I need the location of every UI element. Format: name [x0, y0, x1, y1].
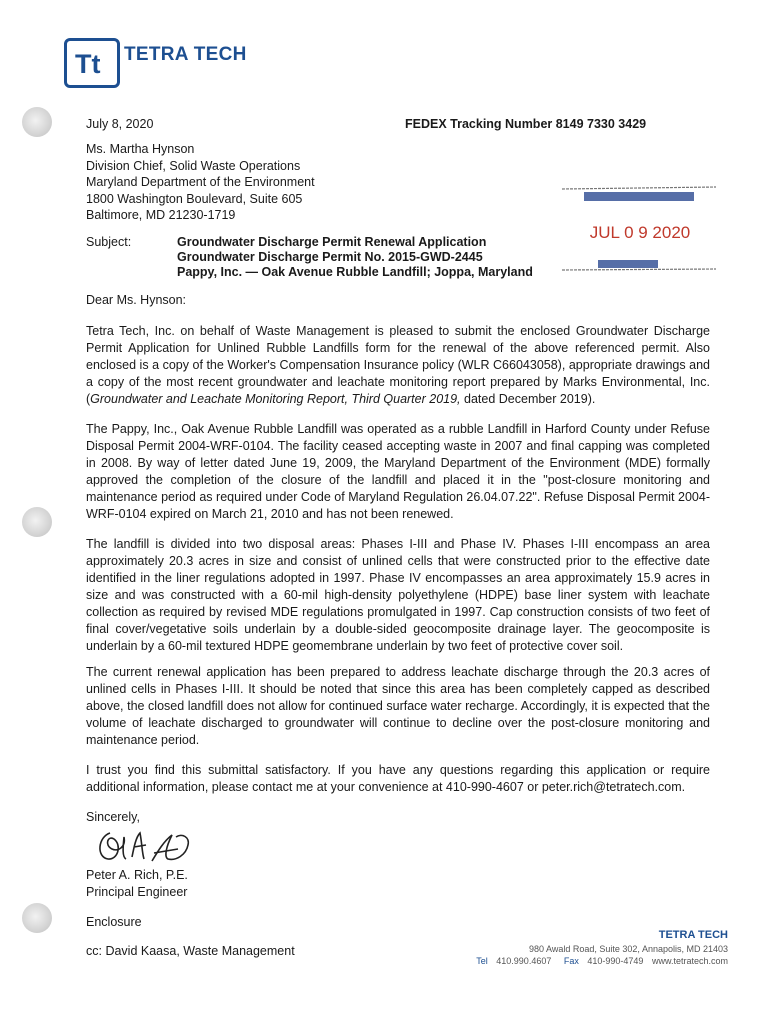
- subject-line: Pappy, Inc. — Oak Avenue Rubble Landfill; Joppa, Maryland: [177, 265, 533, 279]
- subject-block: [177, 235, 533, 280]
- tel-label: Tel: [476, 956, 488, 966]
- recipient-line: Baltimore, MD 21230-1719: [86, 208, 236, 222]
- tel-number: 410.990.4607: [496, 956, 552, 966]
- body-paragraph-2: The Pappy, Inc., Oak Avenue Rubble Landfill was operated as a rubble Landfill in Harford County under Refuse Disposal Permit 2004-WRF-0104. The facility ceased accepting waste in 2007 and final capping was completed in 2008. By way of letter dated June 19, 2009, the Maryland Department of the Environment (MDE) formally approved the completion of the closure of the landfill and placed it in the "post-closure monitoring and maintenance period as required under Code of Maryland Regulation 26.04.07.22". Refuse Disposal Permit 2004-WRF-0104 expired on March 21, 2010 and has not been renewed.: [86, 422, 710, 521]
- body-paragraph-1: Tetra Tech, Inc. on behalf of Waste Management is pleased to submit the enclosed Groundwater Discharge Permit Application for Unlined Rubble Landfills form for the renewal of the above referenced permit. Also enclosed is a copy of the Worker's Compensation Insurance policy (WLR C66043058), appropriate drawings and a copy of the most recent groundwater and leachate monitoring report prepared by Marks Environmental, Inc. (Groundwater and Leachate Monitoring Report, Third Quarter 2019, dated December 2019).: [86, 324, 710, 406]
- received-stamp: [560, 183, 720, 283]
- body-paragraph-5: I trust you find this submittal satisfactory. If you have any questions regarding this application or require additional information, please contact me at your convenience at 410-990-4607 or peter.rich@tetratech.com.: [86, 763, 710, 794]
- recipient-line: 1800 Washington Boulevard, Suite 605: [86, 191, 303, 206]
- logo-mark: Tt: [75, 49, 101, 79]
- recipient-line: Division Chief, Solid Waste Operations: [86, 158, 301, 173]
- signer-title: Principal Engineer: [86, 885, 188, 899]
- company-name: TETRA TECH: [124, 44, 247, 65]
- recipient-address: [86, 141, 315, 224]
- footer-contact: [476, 956, 728, 966]
- punch-hole: [22, 507, 52, 537]
- body-paragraph-4: The current renewal application has been prepared to address leachate discharge through the 20.3 acres of unlined cells in Phases I-III. It should be noted that since this area has been completely capped as described above, the closed landfill does not allow for continued surface water recharge. Accordingly, it is expected that the volume of leachate discharged to groundwater will continue to decline over the post-closure monitoring and maintenance period.: [86, 665, 710, 747]
- fax-label: Fax: [563, 956, 579, 966]
- fax-number: 410-990-4749: [587, 956, 644, 966]
- footer: [476, 929, 728, 966]
- punch-hole: [22, 903, 52, 933]
- cc-line: cc: David Kaasa, Waste Management: [86, 944, 295, 958]
- punch-hole: [22, 107, 52, 137]
- fedex-tracking: FEDEX Tracking Number 8149 7330 3429: [405, 117, 647, 131]
- recipient-line: Maryland Department of the Environment: [86, 175, 315, 189]
- tetra-tech-logo-icon: [64, 38, 120, 88]
- signature-image: [92, 823, 202, 873]
- subject-label: Subject:: [86, 235, 132, 249]
- stamp-date: JUL 0 9 2020: [589, 223, 691, 242]
- footer-address: 980 Awald Road, Suite 302, Annapolis, MD 21403: [529, 944, 728, 954]
- footer-brand: TETRA TECH: [658, 929, 728, 941]
- closing: Sincerely,: [86, 810, 140, 824]
- body-paragraph-3: The landfill is divided into two disposal areas: Phases I-III and Phase IV. Phases I-III encompass an area approximately 20.3 acres in size and consist of unlined cells that were constructed prior to the effective date identified in the liner regulations adopted in 1997. Phase IV encompasses an area approximately 15.9 acres in size and was constructed with a 60-mil high-density polyethylene (HDPE) base liner system with leachate collection as required by revised MDE regulations promulgated in 1997. Cap construction consists of two feet of final cover/vegetative soils underlain by a double-sided geocomposite drainage layer. The geocomposite is underlain by a 60-mil textured HDPE geomembrane underlain by two feet of protective cover soil.: [86, 537, 710, 653]
- salutation: Dear Ms. Hynson:: [86, 293, 187, 307]
- website-link[interactable]: www.tetratech.com: [651, 956, 728, 966]
- subject-line: Groundwater Discharge Permit Renewal Application: [177, 235, 487, 249]
- letter-date: July 8, 2020: [86, 117, 154, 131]
- subject-line: Groundwater Discharge Permit No. 2015-GWD-2445: [177, 250, 483, 264]
- signer-name: Peter A. Rich, P.E.: [86, 868, 188, 882]
- recipient-line: Ms. Martha Hynson: [86, 142, 195, 156]
- enclosure-note: Enclosure: [86, 915, 142, 929]
